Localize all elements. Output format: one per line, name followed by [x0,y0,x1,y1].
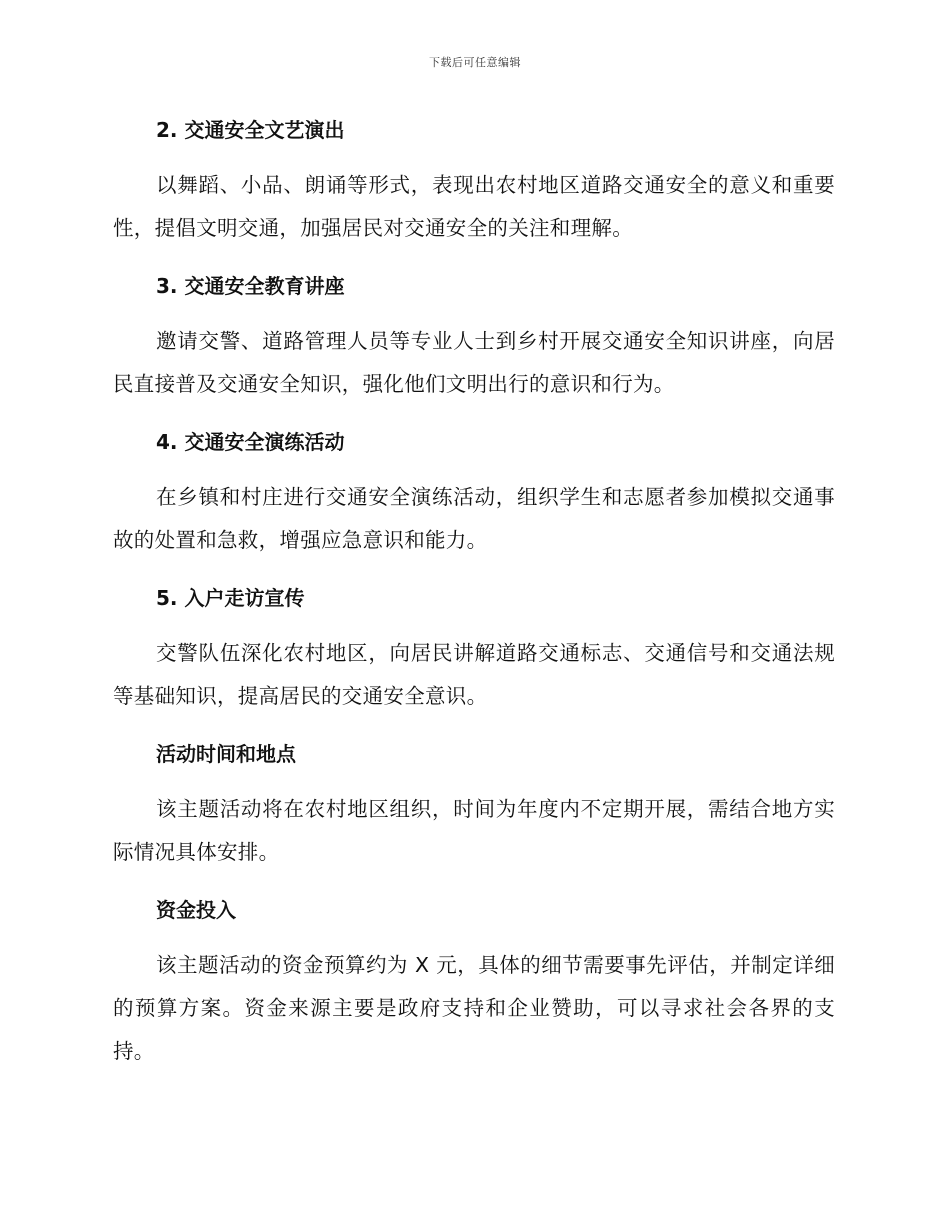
section-heading: 活动时间和地点 [156,742,296,766]
section-drill [113,422,835,578]
section-performance [113,110,835,266]
document-body [113,110,835,1073]
section-lecture [113,266,835,422]
section-funding [113,890,835,1073]
section-paragraph: 交警队伍深化农村地区，向居民讲解道路交通标志、交通信号和交通法规等基础知识，提高居民的交通安全意识。 [113,641,835,708]
section-heading: 2. 交通安全文艺演出 [156,118,345,142]
section-home-visit [113,578,835,734]
section-heading: 4. 交通安全演练活动 [156,430,345,454]
section-heading: 资金投入 [156,898,236,922]
section-heading: 3. 交通安全教育讲座 [156,274,345,298]
section-time-place [113,734,835,890]
section-paragraph: 在乡镇和村庄进行交通安全演练活动，组织学生和志愿者参加模拟交通事故的处置和急救，增强应急意识和能力。 [113,485,835,552]
section-paragraph: 邀请交警、道路管理人员等专业人士到乡村开展交通安全知识讲座，向居民直接普及交通安全知识，强化他们文明出行的意识和行为。 [113,329,835,396]
section-paragraph: 该主题活动将在农村地区组织，时间为年度内不定期开展，需结合地方实际情况具体安排。 [113,797,835,864]
section-heading: 5. 入户走访宣传 [156,586,305,610]
section-paragraph: 该主题活动的资金预算约为 X 元，具体的细节需要事先评估，并制定详细的预算方案。资金来源主要是政府支持和企业赞助，可以寻求社会各界的支持。 [113,953,835,1063]
header-note: 下载后可任意编辑 [429,56,521,69]
section-paragraph: 以舞蹈、小品、朗诵等形式，表现出农村地区道路交通安全的意义和重要性，提倡文明交通，加强居民对交通安全的关注和理解。 [113,173,835,240]
